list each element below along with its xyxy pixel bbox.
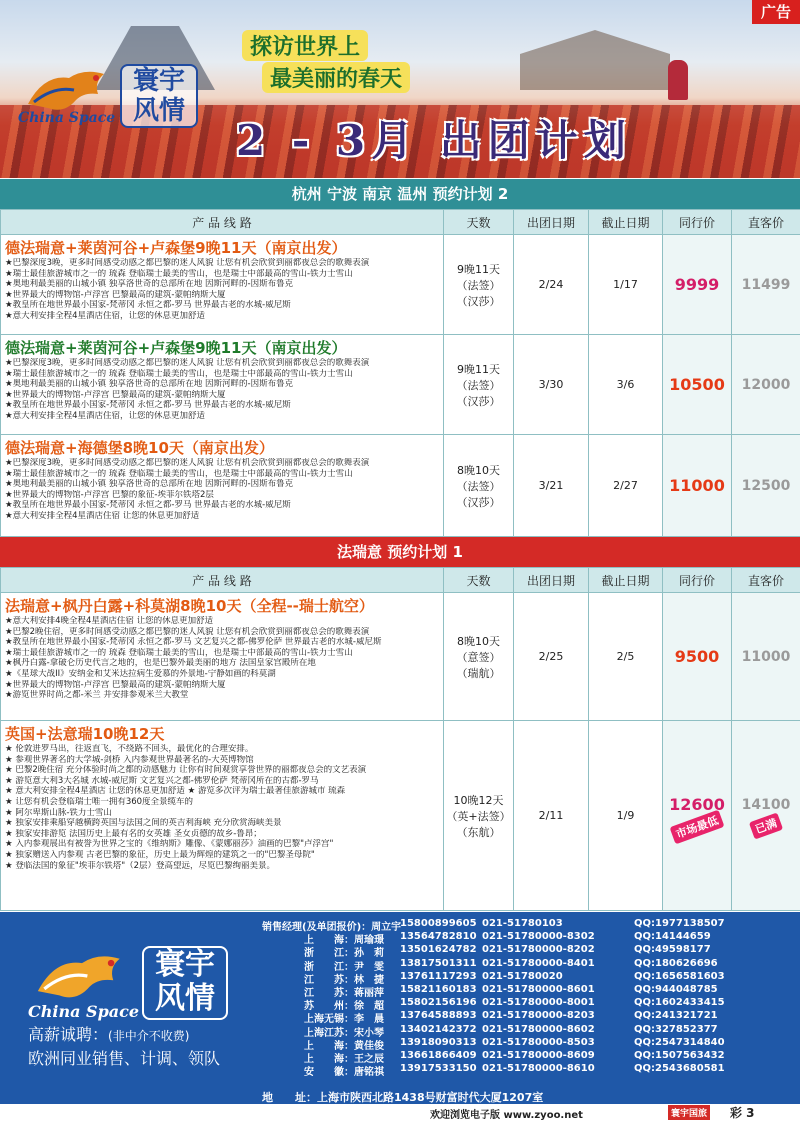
peer-price: 10500	[669, 375, 725, 394]
depart-date: 2/11	[514, 721, 589, 911]
contact-phone[interactable]: 15802156196	[400, 997, 477, 1009]
plan-table-2	[0, 567, 800, 911]
visa-value: （意签）	[456, 650, 501, 664]
section-header-2: 法瑞意 预约计划 1	[0, 537, 800, 567]
deadline-date: 2/5	[589, 593, 663, 721]
brand-badge: 寰宇国旅	[668, 1105, 710, 1120]
direct-price-cell	[732, 593, 800, 721]
contact-tel[interactable]: 021-51780103	[482, 918, 563, 929]
contact-tel[interactable]: 021-51780000-8203	[482, 1010, 595, 1022]
table-row	[1, 335, 800, 435]
route-feature: ★意大利安排4晚全程4星酒店住宿 让您的休息更加舒适	[5, 616, 214, 626]
deadline-date: 1/17	[589, 235, 663, 335]
days-value: 8晚10天	[457, 463, 500, 477]
lowest-price-badge: 市场最低	[669, 810, 724, 845]
contact-name: 上 海：黄佳俊	[304, 1040, 384, 1052]
route-title[interactable]: 德法瑞意+莱茵河谷+卢森堡9晚11天（南京出发）	[5, 339, 347, 357]
route-cell	[1, 235, 444, 335]
table-row	[1, 235, 800, 335]
depart-date: 2/24	[514, 235, 589, 335]
route-feature: ★ 让您有机会登临瑞士唯一拥有360度全景缆车的	[5, 796, 194, 807]
depart-date: 3/21	[514, 435, 589, 537]
direct-price: 11000	[741, 648, 791, 665]
company-address: 地 址：上海市陕西北路1438号财富时代大厦1207室	[262, 1091, 544, 1104]
route-feature: ★教皇所在地世界最小国家-梵蒂冈 永恒之都-罗马 世界最古老的水城-威尼斯	[5, 500, 291, 511]
col-deadline: 截止日期	[589, 210, 663, 235]
route-feature: ★巴黎2晚住宿，更多时间感受动感之都巴黎的迷人风貌 让您有机会欣赏到丽都夜总会的歌舞表演	[5, 626, 370, 637]
contact-row	[262, 1024, 798, 1037]
peer-price-cell	[663, 435, 732, 537]
route-feature: ★巴黎深度3晚，更多时间感受动感之都巴黎的迷人风貌 让您有机会欣赏到丽都夜总会的歌舞表演	[5, 458, 370, 468]
contact-phone[interactable]: 15800899605	[400, 918, 477, 929]
contact-name: 销售经理(及单团报价)：周立宇	[262, 922, 402, 933]
deadline-date: 1/9	[589, 721, 663, 911]
contact-phone[interactable]: 15821160183	[400, 983, 477, 995]
recruit-note: (非中介不收费)	[108, 1029, 190, 1043]
visa-value: （英+法签）	[446, 809, 511, 823]
footer-logo	[24, 942, 224, 1032]
route-feature: ★《星球大战II》安纳金和艾米达拉病生爱慕的外景地-宁静如画的科莫湖	[5, 668, 276, 679]
days-cell	[444, 335, 514, 435]
days-value: 10晚12天	[453, 793, 504, 807]
route-title[interactable]: 德法瑞意+莱茵河谷+卢森堡9晚11天（南京出发）	[5, 239, 347, 257]
table-header-row	[1, 210, 800, 235]
route-feature: ★ 参观世界著名的大学城-剑桥 入内参观世界最著名的-大英博物馆	[5, 754, 254, 765]
visa-value: （法签）	[456, 278, 501, 292]
route-feature: ★ 独家安排乘船穿越横跨英国与法国之间的英吉利海峡 充分欣赏海峡美景	[5, 818, 282, 829]
contact-row	[262, 1010, 798, 1026]
contact-row	[262, 984, 798, 997]
contact-qq[interactable]: QQ:1507563432	[634, 1049, 725, 1061]
route-feature: ★巴黎深度3晚，更多时间感受动感之都巴黎的迷人风貌 让您有机会欣赏到丽都夜总会的歌舞表演	[5, 258, 370, 268]
route-feature: ★ 独家赠送入内参观 古老巴黎的象征，历史上最为辉煌的建筑之一的"巴黎圣母院"	[5, 849, 315, 860]
route-feature: ★枫丹白露-拿破仑历史代言之地的，也是巴黎外最美丽的地方 法国皇家宫殿所在地	[5, 658, 316, 669]
route-feature: ★意大利安排全程4星酒店住宿 让您的休息更加舒适	[5, 510, 200, 521]
plan-table-1	[0, 209, 800, 537]
contact-row	[262, 1037, 798, 1050]
route-feature: ★瑞士最佳旅游城市之一的 琉森 登临瑞士最美的雪山，也是瑞士中部最高的雪山-铁力士雪山	[5, 268, 353, 279]
airline-value: （汉莎）	[456, 495, 501, 509]
route-feature: ★ 巴黎2晚住宿 充分体验时尚之都的动感魅力 让你有时间观赏享誉世界的丽都夜总会的文艺表演	[5, 765, 367, 776]
contact-qq[interactable]: QQ:2543680581	[634, 1063, 725, 1075]
contact-name: 江 苏：蒋丽萍	[304, 987, 384, 999]
contact-name: 上海无锡：李 晨	[304, 1014, 384, 1026]
col-peer-price: 同行价	[663, 210, 732, 235]
direct-price: 12000	[741, 376, 791, 393]
route-feature: ★ 阿尔卑斯山脉-铁力士雪山	[5, 807, 112, 818]
contact-qq[interactable]: QQ:327852377	[634, 1023, 718, 1035]
days-value: 9晚11天	[457, 262, 500, 276]
table-header-row	[1, 568, 800, 593]
contact-qq[interactable]: QQ:944048785	[634, 983, 718, 995]
days-value: 8晚10天	[457, 634, 500, 648]
contact-qq[interactable]: QQ:241321721	[634, 1010, 718, 1022]
contact-row	[262, 1063, 798, 1079]
route-title[interactable]: 法瑞意+枫丹白露+科莫湖8晚10天（全程--瑞士航空）	[5, 597, 374, 615]
direct-price: 14100	[741, 796, 791, 813]
contact-name: 安 徽：唐铭祺	[304, 1067, 384, 1079]
route-feature: ★瑞士最佳旅游城市之一的 琉森 登临瑞士最美的雪山，也是瑞士中部最高的雪山-铁力士雪山	[5, 468, 353, 479]
route-feature: ★游览世界时尚之都-米兰 并安排参观米兰大教堂	[5, 690, 189, 701]
route-feature: ★ 伦敦进罗马出，往返直飞，不绕路不回头，最优化的合理安排。	[5, 744, 254, 754]
peer-price: 12600	[669, 795, 725, 814]
visa-value: （法签）	[456, 479, 501, 493]
col-deadline: 截止日期	[589, 568, 663, 593]
days-cell	[444, 593, 514, 721]
route-feature: ★奥地利最美丽的山城小镇 独享洛世奇的总部所在地 因斯河畔的-因斯布鲁克	[5, 279, 294, 290]
contact-tel[interactable]: 021-51780000-8601	[482, 983, 595, 995]
contact-row	[262, 918, 798, 931]
horse-logo-icon	[24, 64, 114, 116]
contact-phone[interactable]: 13402142372	[400, 1023, 477, 1035]
visa-value: （法签）	[456, 378, 501, 392]
contact-phone[interactable]: 13917533150	[400, 1063, 477, 1075]
route-feature: ★ 意大利安排全程4星酒店 让您的休息更加舒适 ★ 游览多次评为瑞士最著佳旅游城市 琉森	[5, 786, 346, 797]
slogan	[230, 28, 450, 94]
days-cell	[444, 235, 514, 335]
contact-row	[262, 958, 798, 971]
logo-cn-text: 寰宇风情	[120, 64, 198, 128]
contact-list	[262, 918, 798, 1079]
table-row	[1, 593, 800, 721]
col-route: 产 品 线 路	[1, 210, 444, 235]
slogan-line2: 最美丽的春天	[262, 62, 410, 93]
contact-tel[interactable]: 021-51780000-8610	[482, 1063, 595, 1075]
days-cell	[444, 435, 514, 537]
contact-phone[interactable]: 13661866409	[400, 1049, 477, 1061]
table-row	[1, 435, 800, 537]
contact-phone[interactable]: 13564782810	[400, 931, 477, 943]
col-depart: 出团日期	[514, 568, 589, 593]
peer-price-cell	[663, 235, 732, 335]
peer-price-cell	[663, 593, 732, 721]
route-feature: ★巴黎深度3晚，更多时间感受动感之都巴黎的迷人风貌 让您有机会欣赏到丽都夜总会的歌舞表演	[5, 358, 370, 368]
contact-qq[interactable]: QQ:49598177	[634, 944, 711, 956]
contact-qq[interactable]: QQ:1656581603	[634, 970, 725, 982]
page-title: 2 - 3月 出团计划	[236, 116, 632, 165]
contact-row	[262, 931, 798, 947]
contact-tel[interactable]: 021-51780020	[482, 970, 563, 982]
route-feature: ★教皇所在地世界最小国家-梵蒂冈 永恒之都-罗马 世界最古老的水城-威尼斯	[5, 300, 291, 311]
route-feature: ★教皇所在地世界最小国家-梵蒂冈 永恒之都-罗马 文艺复兴之都-佛罗伦萨 世界最古老的水城-威尼斯	[5, 637, 382, 648]
contact-row	[262, 1050, 798, 1063]
contact-phone[interactable]: 13761117293	[400, 970, 477, 982]
route-feature: ★ 游览意大利3大名城 水城-威尼斯 文艺复兴之都-佛罗伦萨 梵蒂冈所在的古都-罗马	[5, 775, 319, 786]
contact-name: 上海江苏：宋小琴	[304, 1027, 384, 1039]
depart-date: 2/25	[514, 593, 589, 721]
route-feature: ★意大利安排全程4星酒店住宿，让您的休息更加舒适	[5, 310, 206, 321]
contact-tel[interactable]: 021-51780000-8302	[482, 931, 595, 943]
direct-price-cell	[732, 235, 800, 335]
peer-price: 11000	[669, 476, 725, 495]
col-peer-price: 同行价	[663, 568, 732, 593]
contact-qq[interactable]: QQ:180626696	[634, 957, 718, 969]
route-title[interactable]: 英国+法意瑞10晚12天	[5, 725, 165, 743]
contact-row	[262, 997, 798, 1013]
route-feature: ★世界最大的博物馆-卢浮宫 巴黎最高的建筑-蒙帕纳斯大厦	[5, 679, 226, 690]
cyclist-figure	[668, 60, 688, 100]
route-feature: ★教皇所在地世界最小国家-梵蒂冈 永恒之都-罗马 世界最古老的水城-威尼斯	[5, 400, 291, 411]
contact-tel[interactable]: 021-51780000-8609	[482, 1049, 595, 1061]
days-cell	[444, 721, 514, 911]
contact-qq[interactable]: QQ:14144659	[634, 931, 711, 943]
recruit-label: 高薪诚聘：	[28, 1025, 109, 1044]
section-header-1: 杭州 宁波 南京 温州 预约计划 2	[0, 179, 800, 209]
peer-price-cell	[663, 335, 732, 435]
route-feature: ★意大利安排全程4星酒店住宿，让您的休息更加舒适	[5, 410, 206, 421]
peer-price: 9999	[674, 275, 720, 294]
route-feature: ★ 登临法国的象征"埃菲尔铁塔"（2层）登高望远，尽览巴黎绚丽美景。	[5, 860, 276, 871]
col-route: 产 品 线 路	[1, 568, 444, 593]
direct-price: 11499	[741, 276, 791, 293]
route-feature: ★瑞士最佳旅游城市之一的 琉森 登临瑞士最美的雪山，也是瑞士中部最高的雪山-铁力士雪山	[5, 368, 353, 379]
contact-tel[interactable]: 021-51780000-8001	[482, 997, 595, 1009]
days-value: 9晚11天	[457, 362, 500, 376]
depart-date: 3/30	[514, 335, 589, 435]
brand-logo	[16, 58, 196, 138]
contact-name: 苏 州：徐 超	[304, 1001, 384, 1013]
contact-name: 上 海：周瑜璟	[304, 935, 384, 947]
contact-tel[interactable]: 021-51780000-8202	[482, 944, 595, 956]
route-feature: ★ 入内参观展出有被誉为世界之宝的《维纳斯》雕像、《蒙娜丽莎》油画的巴黎"卢浮宫"	[5, 839, 334, 850]
airline-value: （东航）	[456, 825, 501, 839]
page-number: 彩 3	[730, 1106, 755, 1120]
contact-phone[interactable]: 13918090313	[400, 1036, 477, 1048]
col-days: 天数	[444, 210, 514, 235]
route-feature: ★奥地利最美丽的山城小镇 独享洛世奇的总部所在地 因斯河畔的-因斯布鲁克	[5, 379, 294, 390]
contact-tel[interactable]: 021-51780000-8503	[482, 1036, 595, 1048]
contact-phone[interactable]: 13501624782	[400, 944, 477, 956]
route-cell	[1, 435, 444, 537]
contact-name: 江 苏：林 捷	[304, 974, 384, 986]
direct-price-cell	[732, 721, 800, 911]
contact-phone[interactable]: 13764588893	[400, 1010, 477, 1022]
direct-price: 12500	[741, 477, 791, 494]
col-direct-price: 直客价	[732, 568, 800, 593]
contact-name: 上 海：王之辰	[304, 1053, 384, 1065]
recruit-title	[28, 1022, 189, 1045]
slogan-line1: 探访世界上	[242, 30, 368, 61]
logo-cn-text: 寰宇风情	[142, 946, 228, 1020]
horse-logo-icon	[32, 948, 132, 1004]
contact-qq[interactable]: QQ:2547314840	[634, 1036, 725, 1048]
route-feature: ★世界最大的博物馆-卢浮宫 巴黎的象征-埃菲尔铁塔2层	[5, 489, 214, 500]
contact-qq[interactable]: QQ:1602433415	[634, 997, 725, 1009]
route-feature: ★ 独家安排游览 法国历史上最有名的女英雄 圣女贞德的故乡-鲁昂；	[5, 828, 262, 839]
recruit-jobs: 欧洲同业销售、计调、领队	[28, 1049, 221, 1068]
logo-en-text: China Space	[18, 110, 116, 126]
contact-row	[262, 944, 798, 960]
contact-name: 浙 江：孙 莉	[304, 948, 384, 960]
airline-value: （汉莎）	[456, 394, 501, 408]
direct-price-cell	[732, 435, 800, 537]
peer-price-cell	[663, 721, 732, 911]
ad-tag: 广告	[752, 0, 800, 24]
barn-silhouette	[520, 30, 670, 90]
website-link[interactable]: 欢迎浏览电子版 www.zyoo.net	[430, 1110, 583, 1121]
route-feature: ★瑞士最佳旅游城市之一的 琉森 登临瑞士最美的雪山，也是瑞士中部最高的雪山-铁力士雪山	[5, 647, 353, 658]
route-feature: ★世界最大的博物馆-卢浮宫 巴黎最高的建筑-蒙帕纳斯大厦	[5, 389, 226, 400]
full-badge: 已满	[749, 812, 783, 839]
airline-value: （瑞航）	[456, 666, 501, 680]
col-depart: 出团日期	[514, 210, 589, 235]
logo-en-text: China Space	[28, 1002, 140, 1021]
route-feature: ★奥地利最美丽的山城小镇 独享洛世奇的总部所在地 因斯河畔的-因斯布鲁克	[5, 479, 294, 490]
route-feature: ★世界最大的博物馆-卢浮宫 巴黎最高的建筑-蒙帕纳斯大厦	[5, 289, 226, 300]
route-title[interactable]: 德法瑞意+海德堡8晚10天（南京出发）	[5, 439, 274, 457]
airline-value: （汉莎）	[456, 294, 501, 308]
contact-row	[262, 971, 798, 984]
col-days: 天数	[444, 568, 514, 593]
route-cell	[1, 593, 444, 721]
contact-name: 浙 江：尹 雯	[304, 961, 384, 973]
deadline-date: 2/27	[589, 435, 663, 537]
contact-tel[interactable]: 021-51780000-8401	[482, 957, 595, 969]
table-row	[1, 721, 800, 911]
deadline-date: 3/6	[589, 335, 663, 435]
col-direct-price: 直客价	[732, 210, 800, 235]
contact-tel[interactable]: 021-51780000-8602	[482, 1023, 595, 1035]
direct-price-cell	[732, 335, 800, 435]
route-cell	[1, 335, 444, 435]
contact-phone[interactable]: 13817501311	[400, 957, 477, 969]
peer-price: 9500	[674, 647, 720, 666]
contact-qq[interactable]: QQ:1977138507	[634, 918, 725, 929]
route-cell	[1, 721, 444, 911]
